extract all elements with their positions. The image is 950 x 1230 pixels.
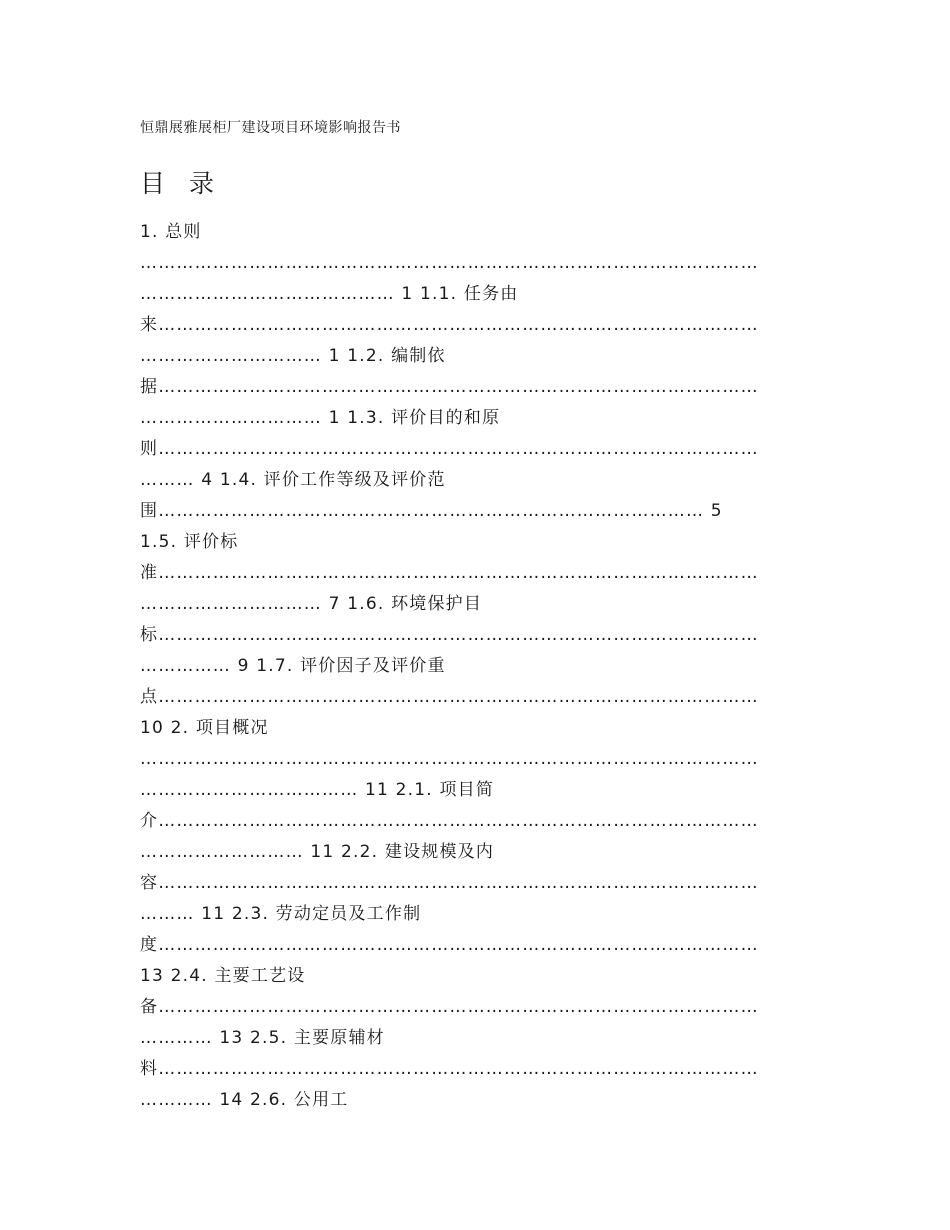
toc-line: 料……………………………………………………………………………………… <box>140 1059 759 1079</box>
toc-line: …………… 9 1.7. 评价因子及评价重 <box>140 656 446 676</box>
toc-line: ………… 14 2.6. 公用工 <box>140 1090 349 1110</box>
toc-line: 据……………………………………………………………………………………… <box>140 377 759 397</box>
toc-line: 点……………………………………………………………………………………… <box>140 687 759 707</box>
toc-line: ………………………………………………………………………………………… <box>140 749 759 769</box>
toc-line: 准……………………………………………………………………………………… <box>140 563 759 583</box>
toc-line: ………………………… 1 1.2. 编制依 <box>140 346 446 366</box>
toc-line: 则……………………………………………………………………………………… <box>140 439 759 459</box>
toc-line: 围……………………………………………………………………………… 5 <box>140 501 723 521</box>
toc-line: ……… 11 2.3. 劳动定员及工作制 <box>140 904 422 924</box>
toc-line: 标……………………………………………………………………………………… <box>140 625 759 645</box>
toc-line: ………… 13 2.5. 主要原辅材 <box>140 1028 385 1048</box>
toc-line: ………………………… 1 1.3. 评价目的和原 <box>140 408 501 428</box>
toc-line: ……………………………… 11 2.1. 项目简 <box>140 780 495 800</box>
toc-line: 度……………………………………………………………………………………… <box>140 935 759 955</box>
toc-line: ……… 4 1.4. 评价工作等级及评价范 <box>140 470 446 490</box>
toc-line: 1. 总则 <box>140 222 202 242</box>
toc-line: 13 2.4. 主要工艺设 <box>140 966 306 986</box>
toc-line: 1.5. 评价标 <box>140 532 239 552</box>
toc-line: 容……………………………………………………………………………………… <box>140 873 759 893</box>
table-of-contents <box>140 217 808 1116</box>
toc-line: 10 2. 项目概况 <box>140 718 269 738</box>
toc-line: ………………………… 7 1.6. 环境保护目 <box>140 594 483 614</box>
toc-line: …………………………………… 1 1.1. 任务由 <box>140 284 519 304</box>
toc-heading: 目 录 <box>140 169 222 198</box>
toc-line: 介……………………………………………………………………………………… <box>140 811 759 831</box>
toc-line: ………………………………………………………………………………………… <box>140 253 759 273</box>
toc-line: ……………………… 11 2.2. 建设规模及内 <box>140 842 495 862</box>
document-header-title: 恒鼎展雅展柜厂建设项目环境影响报告书 <box>140 120 401 136</box>
toc-line: 备……………………………………………………………………………………… <box>140 997 759 1017</box>
toc-line: 来……………………………………………………………………………………… <box>140 315 759 335</box>
